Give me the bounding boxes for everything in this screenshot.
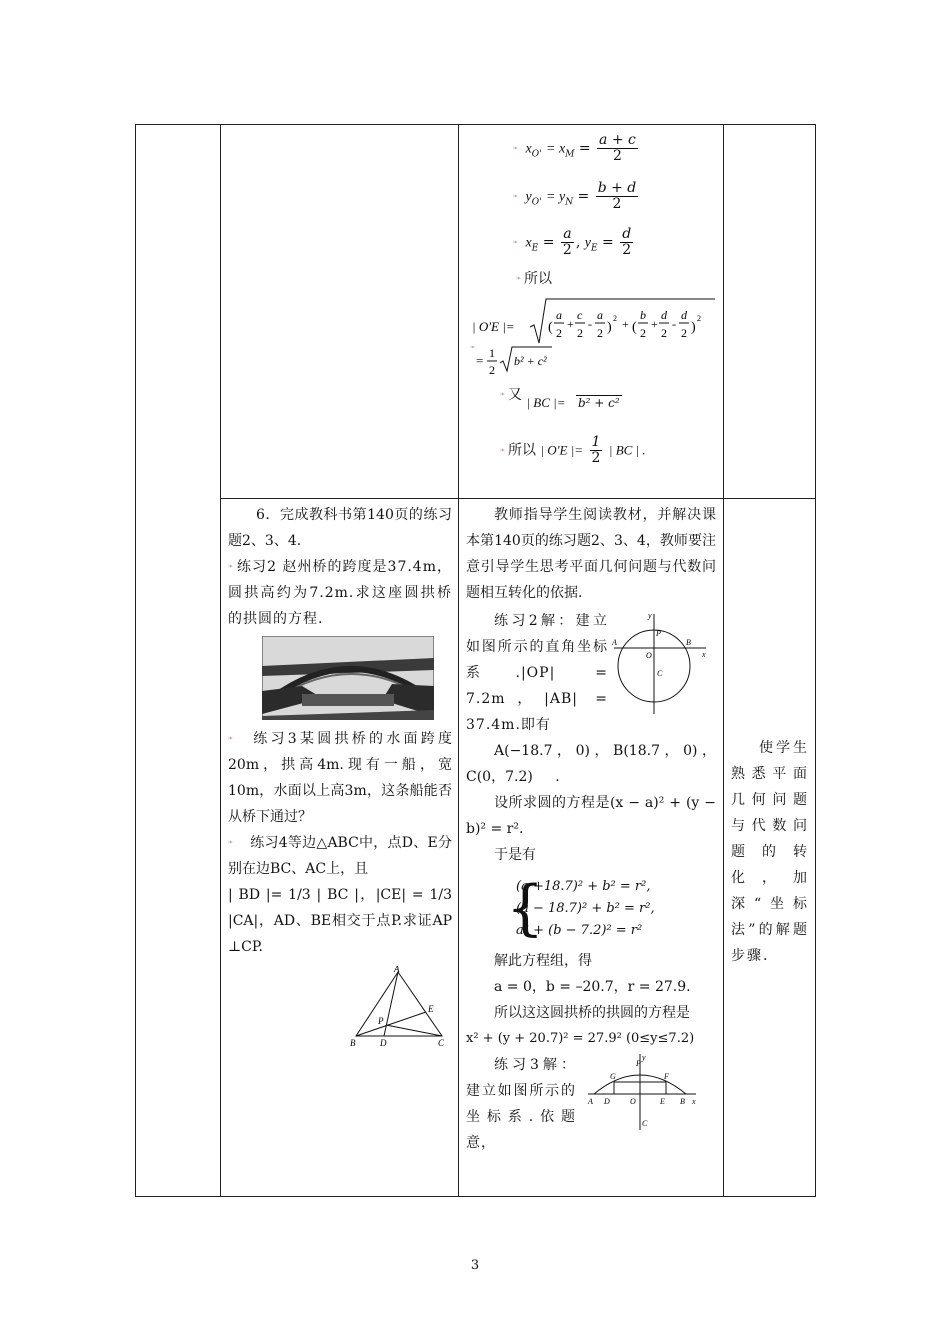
svg-text:E: E xyxy=(428,1004,434,1014)
svg-text:2: 2 xyxy=(577,326,583,340)
svg-text:): ) xyxy=(607,320,612,335)
svg-text:y: y xyxy=(648,611,652,620)
so-label-1: ❧ 所以 xyxy=(516,271,553,287)
svg-text:F: F xyxy=(664,1072,669,1081)
solution-2-equation: 设所求圆的方程是(x − a)² + (y − b)² = r². xyxy=(466,795,716,837)
exercise-4-text: ❧ 练习4等边△ABC中，点D、E分别在边BC、AC上，且 xyxy=(228,835,452,877)
svg-text:D: D xyxy=(380,1038,387,1048)
equation-system: { (a +18.7)² + b² = r², (a − 18.7)² + b² = r², a² + (b − 7.2)² = r² xyxy=(506,873,655,943)
solve-label: 解此方程组，得 xyxy=(494,953,592,969)
svg-text:): ) xyxy=(691,320,696,335)
svg-text:2: 2 xyxy=(661,326,667,340)
exercise-column xyxy=(228,502,452,1048)
solution-2-points: A(−18.7，0)，B(18.7，0)，C(0，7.2) . xyxy=(466,743,716,785)
derivation-block xyxy=(468,133,718,475)
svg-text:G: G xyxy=(610,1072,616,1081)
svg-text:-: - xyxy=(588,317,592,331)
svg-text:D: D xyxy=(604,1097,610,1106)
svg-text:y: y xyxy=(642,1053,646,1062)
svg-text:(: ( xyxy=(548,320,553,335)
exercise-2-text: ❧ 练习2 赵州桥的跨度是37.4m，圆拱高约为7.2m.求这座圆拱桥的拱圆的方程. xyxy=(228,559,452,627)
solution-3-block xyxy=(466,1052,716,1156)
svg-text:2: 2 xyxy=(489,363,495,375)
svg-text:=: = xyxy=(476,353,484,368)
svg-text:b² + c²: b² + c² xyxy=(514,354,547,368)
svg-text:(: ( xyxy=(632,320,637,335)
solution-2-block xyxy=(466,608,716,738)
task-text: 6．完成教科书第140页的练习题2、3、4. xyxy=(228,507,452,549)
svg-text:C: C xyxy=(438,1038,445,1048)
lesson-table xyxy=(135,124,816,1197)
teaching-note: 使学生熟悉平面几何问题与代数问题的转化，加深“坐标法”的解题步骤. xyxy=(731,740,809,964)
svg-text:A: A xyxy=(588,1097,593,1106)
arch-coordinate-figure xyxy=(584,1052,702,1132)
triangle-figure xyxy=(350,966,450,1048)
column-divider xyxy=(458,125,459,1196)
svg-text:A: A xyxy=(394,966,400,974)
svg-text:+: + xyxy=(622,317,629,331)
exercise-3-text: ❧ 练习3某圆拱桥的水面跨度20m，拱高4m.现有一船，宽10m，水面以上高3m，这条船能否从桥下通过？ xyxy=(228,731,452,825)
svg-text:A: A xyxy=(612,638,617,647)
svg-text:2: 2 xyxy=(556,326,562,340)
svg-text:a: a xyxy=(597,308,603,322)
bridge-photo xyxy=(262,636,434,720)
solution-2-text: 练习2解：建立如图所示的直角坐标系.|OP| = 7.2m，|AB| = 37.4m.即有 xyxy=(466,613,608,733)
solution-column xyxy=(466,502,716,1156)
column-divider xyxy=(220,125,221,1196)
svg-text:O: O xyxy=(630,1097,636,1106)
svg-text:C: C xyxy=(657,669,663,678)
svg-text:-: - xyxy=(672,317,676,331)
svg-text:+: + xyxy=(651,317,658,331)
solution-values: a = 0，b = –20.7，r = 27.9. xyxy=(494,979,691,995)
svg-text:2: 2 xyxy=(681,326,687,340)
svg-text:d: d xyxy=(661,308,667,322)
svg-text:2: 2 xyxy=(640,326,646,340)
row-divider xyxy=(220,498,816,499)
distance-formula xyxy=(470,295,720,375)
svg-text:P: P xyxy=(378,1016,384,1026)
svg-text:B: B xyxy=(680,1097,685,1106)
svg-text:+: + xyxy=(567,317,574,331)
svg-text:E: E xyxy=(660,1097,665,1106)
svg-text:C: C xyxy=(642,1119,648,1128)
solution-3-text: 练习3解：建立如图所示的坐标系.依题意， xyxy=(466,1057,576,1151)
svg-text:x: x xyxy=(702,650,706,659)
svg-text:B: B xyxy=(686,638,691,647)
arc-equation-intro: 所以这这圆拱桥的拱圆的方程是 xyxy=(494,1005,690,1021)
svg-text:2: 2 xyxy=(597,326,603,340)
exercise-4-condition: | BD |= 1/3 | BC |，|CE| = 1/3 |CA|，AD、BE相交于点P.求证AP ⊥CP. xyxy=(228,887,452,955)
svg-text:b: b xyxy=(640,308,646,322)
svg-text:a: a xyxy=(556,308,562,322)
solution-2-therefore: 于是有 xyxy=(494,847,536,863)
arc-equation: x² + (y + 20.7)² = 27.9² (0≤y≤7.2) xyxy=(466,1031,695,1046)
circle-coordinate-figure xyxy=(610,608,710,718)
teacher-intro: 教师指导学生阅读教材，并解决课本第140页的练习题2、3、4，教师要注意引导学生思考平面几何问题与代数问题相互转化的依据. xyxy=(466,507,716,601)
bc-line: ❧ 又 | BC |= b² + c² xyxy=(500,387,620,410)
svg-text:x: x xyxy=(692,1097,696,1106)
svg-text:1: 1 xyxy=(489,346,495,360)
svg-text:c: c xyxy=(577,308,583,322)
formula-y: ❧ $y_{O'} = y_N$ = $\frac{b + d}{2}$ xyxy=(513,180,637,212)
svg-text:d: d xyxy=(681,308,687,322)
svg-text:P: P xyxy=(656,629,661,638)
formula-e: ❧ $x_E$ = $\frac{a}{2}$ , $y_E$ = $\frac{d}{2}$ xyxy=(513,226,632,258)
svg-text:2: 2 xyxy=(613,314,617,323)
distance-lhs: | O′E |= xyxy=(472,319,515,334)
svg-text:O: O xyxy=(646,651,652,660)
conclusion-line: ❧ 所以 | O′E |= $\frac{1}{2}$ | BC | . xyxy=(500,434,646,466)
svg-text:B: B xyxy=(350,1038,356,1048)
column-divider xyxy=(723,125,724,1196)
page-number: 3 xyxy=(470,1258,480,1273)
svg-text:P: P xyxy=(636,1059,641,1068)
svg-text:2: 2 xyxy=(697,314,701,323)
formula-x: ❧ $x_{O'} = x_M$ = $\frac{a + c}{2}$ xyxy=(513,132,636,164)
svg-text:❧: ❧ xyxy=(470,345,476,351)
